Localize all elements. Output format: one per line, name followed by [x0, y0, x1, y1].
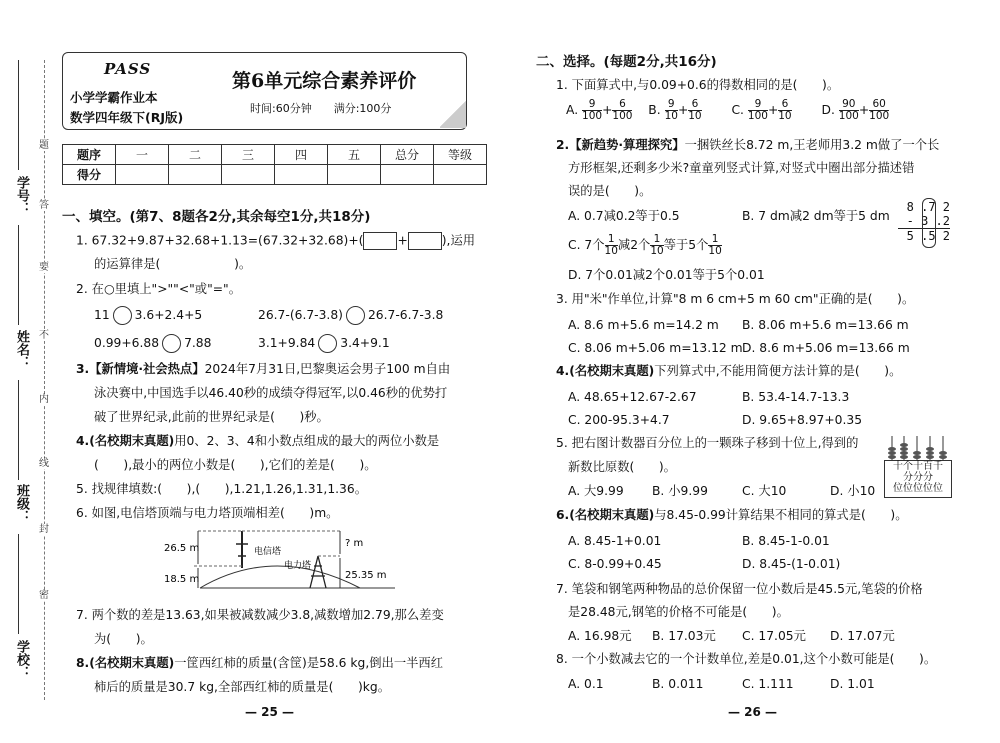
- choice-q3: 3. 用"米"作单位,计算"8 m 6 cm+5 m 60 cm"正确的是( )。: [556, 292, 915, 306]
- option-c[interactable]: C. 7个 $\frac{1}{10}$ 减2个 $\frac{1}{10}$ 等于5个 $\frac{1}{10}$: [568, 233, 722, 257]
- field-line: [18, 534, 19, 634]
- option-d[interactable]: D. 小10: [830, 484, 876, 498]
- label-18-5: 18.5 m: [164, 574, 200, 585]
- seal-char: 线: [39, 458, 49, 469]
- compare-circle[interactable]: [346, 306, 365, 325]
- q3-text: 2024年7月31日,巴黎奥运会男子100 m自由: [204, 362, 451, 376]
- expr: 3.6+2.4+5: [134, 308, 203, 322]
- q1-text: ),运用: [441, 233, 476, 248]
- q2-line2: 方形框架,还剩多少米?童童列竖式计算,对竖式中圈出部分描述错: [568, 161, 915, 175]
- compare-circle[interactable]: [162, 334, 181, 353]
- q4-tag: 4.(名校期末真题): [556, 364, 655, 378]
- section1-title: 一、填空。(第7、8题各2分,其余每空1分,共18分): [62, 209, 371, 225]
- calc-row: 8 .7 2: [906, 200, 950, 214]
- field-line: [18, 60, 19, 170]
- seal-dashed-line: [44, 60, 45, 700]
- option-d[interactable]: D. 8.6 m+5.06 m=13.66 m: [742, 341, 910, 355]
- q2-row2b: [258, 334, 390, 353]
- name-label: 姓名：: [14, 330, 29, 369]
- q7-line2: 为( )。: [94, 632, 153, 646]
- expr: 0.99+6.88: [94, 336, 160, 350]
- option-c[interactable]: C. 17.05元: [742, 629, 806, 643]
- option-b[interactable]: B. $\frac{9}{10}$ + $\frac{6}{10}$: [648, 98, 702, 122]
- option-d[interactable]: D. 7个0.01减2个0.01等于5个0.01: [568, 268, 765, 282]
- option-b[interactable]: B. 0.011: [652, 677, 704, 691]
- score-cell[interactable]: [169, 165, 222, 185]
- question-4: [76, 434, 439, 448]
- q2-tag: 2.【新趋势·算理探究】: [556, 138, 685, 152]
- q4-text: 用0、2、3、4和小数点组成的最大的两位小数是: [174, 434, 440, 448]
- seal-char: 答: [39, 200, 49, 211]
- q4-line2: ( ),最小的两位小数是( ),它们的差是( )。: [94, 458, 377, 472]
- score-col: 四: [275, 145, 328, 165]
- choice-q1: 1. 下面算式中,与0.09+0.6的得数相同的是( )。: [556, 78, 840, 92]
- seal-margin: [0, 0, 60, 743]
- option-b[interactable]: B. 53.4-14.7-13.3: [742, 390, 850, 404]
- label-25-35: 25.35 m: [345, 570, 387, 581]
- question-6: 6. 如图,电信塔顶端与电力塔顶端相差( )m。: [76, 506, 339, 520]
- abacus-figure: [884, 432, 950, 496]
- power-tower-icon: [310, 556, 326, 588]
- score-col: 三: [222, 145, 275, 165]
- option-a[interactable]: A. 大9.99: [568, 484, 624, 498]
- option-c[interactable]: C. 8.06 m+5.06 m=13.12 m: [568, 341, 743, 355]
- choice-q4: [556, 364, 901, 378]
- page-fold-decoration: [440, 100, 466, 128]
- pass-logo: PASS: [104, 60, 152, 78]
- score-col: 等级: [434, 145, 487, 165]
- abacus-labels: 十个十百千 分分分 位位位位位: [884, 460, 952, 498]
- question-2: 2. 在○里填上">""<"或"="。: [76, 282, 241, 296]
- option-c[interactable]: C. $\frac{9}{100}$ + $\frac{6}{10}$: [731, 98, 792, 122]
- q4-text: 下列算式中,不能用简便方法计算的是( )。: [654, 364, 902, 378]
- question-3: [76, 362, 450, 376]
- label-power: 电力塔: [284, 561, 312, 571]
- q5-line2: 新数比原数( )。: [568, 460, 676, 474]
- score-cell[interactable]: [434, 165, 487, 185]
- option-b[interactable]: B. 17.03元: [652, 629, 716, 643]
- score-cell[interactable]: [222, 165, 275, 185]
- book-title: 小学学霸作业本: [70, 90, 158, 105]
- seal-char: 密: [39, 590, 49, 601]
- score-row-label: 题序: [63, 145, 116, 165]
- q6-tag: 6.(名校期末真题): [556, 508, 655, 522]
- expr: 7.88: [184, 336, 212, 350]
- option-a[interactable]: A. 48.65+12.67-2.67: [568, 390, 697, 404]
- expr: 3.4+9.1: [340, 336, 390, 350]
- option-a[interactable]: A. 16.98元: [568, 629, 632, 643]
- expr: 3.1+9.84: [258, 336, 316, 350]
- option-d[interactable]: D. 9.65+8.97+0.35: [742, 413, 863, 427]
- option-a[interactable]: A. 8.45-1+0.01: [568, 534, 662, 548]
- seal-char: 内: [39, 394, 49, 405]
- option-d[interactable]: D. 1.01: [830, 677, 875, 691]
- choice-q8: 8. 一个小数减去它的一个计数单位,差是0.01,这个小数可能是( )。: [556, 652, 937, 666]
- score-col: 五: [328, 145, 381, 165]
- q4-tag: 4.(名校期末真题): [76, 434, 175, 448]
- q2-line3: 误的是( )。: [568, 184, 652, 198]
- question-5: 5. 找规律填数:( ),( ),1.21,1.26,1.31,1.36。: [76, 482, 368, 496]
- page-number-left: — 25 —: [245, 705, 295, 719]
- option-a[interactable]: A. $\frac{9}{100}$ + $\frac{6}{100}$: [566, 98, 633, 122]
- school-label: 学校：: [14, 640, 29, 679]
- option-a[interactable]: A. 0.7减0.2等于0.5: [568, 209, 680, 223]
- q2-text: 一捆铁丝长8.72 m,王老师用3.2 m做了一个长: [684, 138, 940, 152]
- option-c[interactable]: C. 1.111: [742, 677, 794, 691]
- option-b[interactable]: B. 7 dm减2 dm等于5 dm: [742, 209, 890, 223]
- choice-q2: [556, 138, 939, 152]
- score-cell[interactable]: [275, 165, 328, 185]
- q2-row2: [94, 334, 211, 353]
- question-7: 7. 两个数的差是13.63,如果被减数减少3.8,减数增加2.79,那么差变: [76, 608, 444, 622]
- exam-full-score: 满分:100分: [333, 102, 392, 115]
- option-a[interactable]: A. 0.1: [568, 677, 604, 691]
- field-line: [18, 225, 19, 325]
- towers-figure: [164, 526, 410, 598]
- calc-row: 5 .5 2: [898, 228, 950, 243]
- answer-box[interactable]: [408, 232, 442, 250]
- class-label: 班级：: [14, 484, 29, 523]
- label-26-5: 26.5 m: [164, 543, 200, 554]
- q1-options: [566, 99, 889, 122]
- abacus-rods: [884, 432, 950, 460]
- option-b[interactable]: B. 小9.99: [652, 484, 708, 498]
- seal-char: 封: [39, 524, 49, 535]
- option-d[interactable]: D. 17.07元: [830, 629, 895, 643]
- score-cell[interactable]: [381, 165, 434, 185]
- exam-info: [250, 100, 391, 116]
- q7-line2: 是28.48元,钢笔的价格不可能是( )。: [568, 605, 789, 619]
- compare-circle[interactable]: [113, 306, 132, 325]
- seal-char: 题: [39, 140, 49, 151]
- option-d[interactable]: D. $\frac{90}{100}$ + $\frac{60}{100}$: [821, 98, 890, 122]
- q8-text: 一筐西红柿的质量(含筐)是58.6 kg,倒出一半西红: [174, 656, 444, 670]
- expr: 26.7-6.7-3.8: [367, 308, 444, 322]
- circled-part: [922, 198, 936, 248]
- q3-tag: 3.【新情境·社会热点】: [76, 362, 205, 376]
- option-c[interactable]: C. 大10: [742, 484, 787, 498]
- option-d[interactable]: D. 8.45-(1-0.01): [742, 557, 841, 571]
- option-c[interactable]: C. 200-95.3+4.7: [568, 413, 670, 427]
- hill-curve: [200, 566, 360, 588]
- compare-circle[interactable]: [318, 334, 337, 353]
- choice-q5: 5. 把右图计数器百分位上的一颗珠子移到十位上,得到的: [556, 436, 859, 450]
- field-line: [18, 380, 19, 480]
- exam-time: 时间:60分钟: [250, 102, 312, 115]
- score-col: 一: [116, 145, 169, 165]
- label-question: ? m: [345, 538, 364, 549]
- option-b[interactable]: B. 8.06 m+5.6 m=13.66 m: [742, 318, 909, 332]
- q2-row1b: [258, 306, 443, 325]
- answer-box[interactable]: [363, 232, 397, 250]
- book-grade: 数学四年级下(RJ版): [70, 110, 184, 125]
- plus-sign: +: [397, 233, 408, 248]
- section2-title: 二、选择。(每题2分,共16分): [536, 54, 717, 70]
- expr: 11: [94, 308, 110, 322]
- score-table: [62, 144, 487, 185]
- score-cell[interactable]: [328, 165, 381, 185]
- q6-text: 与8.45-0.99计算结果不相同的算式是( )。: [654, 508, 908, 522]
- score-row-label: 得分: [63, 165, 116, 185]
- score-col: 总分: [381, 145, 434, 165]
- q2-row1: [94, 306, 202, 325]
- vertical-calculation: [898, 200, 950, 243]
- student-id-label: 学号：: [14, 176, 29, 215]
- seal-char: 不: [39, 330, 49, 341]
- q8-line2: 柿后的质量是30.7 kg,全部西红柿的质量是( )kg。: [94, 680, 390, 694]
- choice-q6: [556, 508, 908, 522]
- q8-tag: 8.(名校期末真题): [76, 656, 175, 670]
- choice-q7: 7. 笔袋和钢笔两种物品的总价保留一位小数后是45.5元,笔袋的价格: [556, 582, 923, 596]
- option-c[interactable]: C. 8-0.99+0.45: [568, 557, 662, 571]
- q3-line3: 破了世界纪录,此前的世界纪录是( )秒。: [94, 410, 329, 424]
- option-b[interactable]: B. 8.45-1-0.01: [742, 534, 830, 548]
- seal-char: 要: [39, 262, 49, 273]
- label-telecom: 电信塔: [254, 547, 282, 557]
- calc-row: - 3 .2: [906, 214, 950, 228]
- question-8: [76, 656, 443, 670]
- q1-text: 1. 67.32+9.87+32.68+1.13=(67.32+32.68)+(: [76, 233, 364, 248]
- option-a[interactable]: A. 8.6 m+5.6 m=14.2 m: [568, 318, 719, 332]
- question-1: [76, 232, 475, 250]
- expr: 26.7-(6.7-3.8): [258, 308, 343, 322]
- q1-line2: 的运算律是( )。: [94, 257, 252, 271]
- unit-title: 第6单元综合素养评价: [232, 70, 417, 92]
- score-cell[interactable]: [116, 165, 169, 185]
- page-number-right: — 26 —: [728, 705, 778, 719]
- score-col: 二: [169, 145, 222, 165]
- q3-line2: 泳决赛中,中国选手以46.40秒的成绩夺得冠军,以0.46秒的优势打: [94, 386, 448, 400]
